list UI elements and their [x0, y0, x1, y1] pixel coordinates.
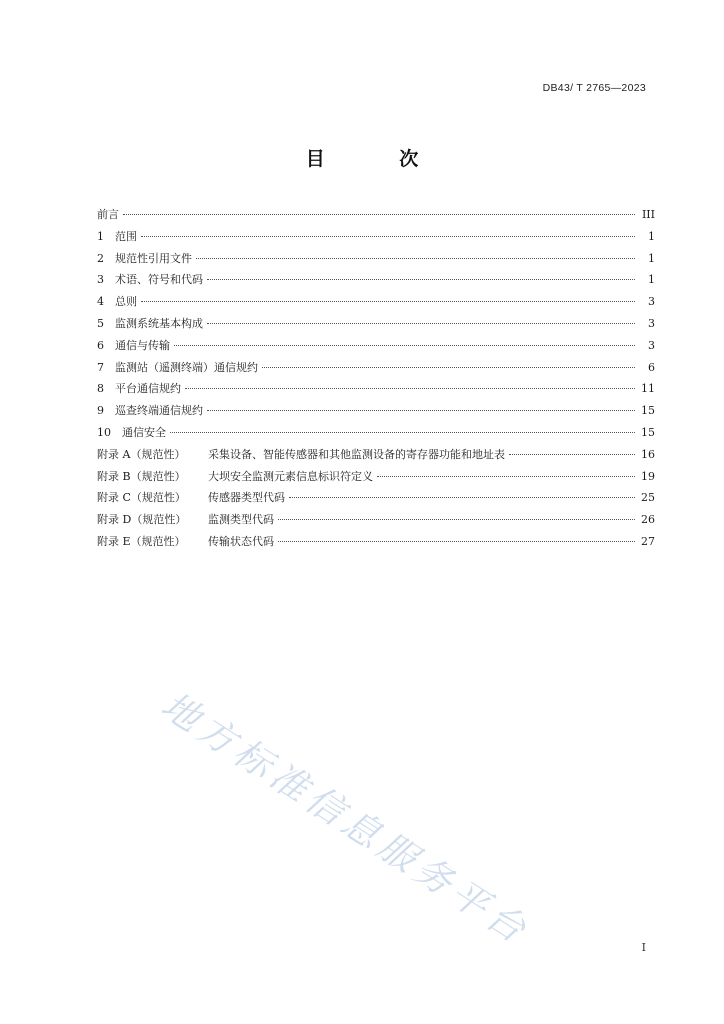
- dot-leader: [185, 388, 635, 389]
- toc-entry-label: 采集设备、智能传感器和其他监测设备的寄存器功能和地址表: [208, 447, 505, 461]
- toc-entry-3[interactable]: [97, 269, 655, 291]
- toc-entry-label: 术语、符号和代码: [115, 273, 203, 287]
- toc-entry-label: 通信与传输: [115, 338, 170, 352]
- toc-entry-6[interactable]: [97, 335, 655, 357]
- toc-entry-number: 9: [97, 404, 104, 418]
- toc-entry-page: 6: [648, 360, 655, 374]
- toc-entry-1[interactable]: [97, 226, 655, 248]
- toc-entry-page: 25: [641, 491, 655, 505]
- toc-entry-label: 传感器类型代码: [208, 491, 285, 505]
- toc-entry-label: 监测类型代码: [208, 513, 274, 527]
- dot-leader: [174, 345, 635, 346]
- toc-entry-page: 3: [648, 338, 655, 352]
- dot-leader: [170, 432, 635, 433]
- dot-leader: [207, 279, 635, 280]
- page-number: I: [641, 941, 646, 954]
- toc-entry-8[interactable]: [97, 378, 655, 400]
- table-of-contents: [97, 204, 655, 553]
- dot-leader: [262, 367, 635, 368]
- toc-entry-number: 附录 D（规范性）: [97, 513, 187, 527]
- toc-entry-number: 4: [97, 295, 104, 309]
- toc-entry-page: 11: [641, 382, 655, 396]
- toc-entry-label: 平台通信规约: [115, 382, 181, 396]
- dot-leader: [141, 236, 635, 237]
- toc-entry-page: 27: [641, 534, 655, 548]
- toc-entry-number: 5: [97, 316, 104, 330]
- toc-entry-7[interactable]: [97, 357, 655, 379]
- toc-entry-9[interactable]: [97, 400, 655, 422]
- toc-entry-number: 7: [97, 360, 104, 374]
- toc-entry-page: 1: [648, 251, 655, 265]
- toc-entry-number: 2: [97, 251, 104, 265]
- dot-leader: [278, 519, 635, 520]
- toc-entry-10[interactable]: [97, 422, 655, 444]
- toc-entry-number: 3: [97, 273, 104, 287]
- standard-code: DB43/ T 2765—2023: [542, 82, 646, 94]
- toc-entry-page: 15: [641, 404, 655, 418]
- toc-entry-page: 1: [648, 273, 655, 287]
- toc-entry-5[interactable]: [97, 313, 655, 335]
- dot-leader: [509, 454, 635, 455]
- dot-leader: [196, 258, 635, 259]
- toc-entry-foreword[interactable]: [97, 204, 655, 226]
- toc-entry-page: 1: [648, 229, 655, 243]
- toc-entry-label: 规范性引用文件: [115, 251, 192, 265]
- toc-entry-appendix-d[interactable]: [97, 509, 655, 531]
- toc-entry-number: 附录 B（规范性）: [97, 469, 186, 483]
- dot-leader: [207, 323, 635, 324]
- toc-entry-page: III: [641, 208, 655, 221]
- toc-entry-page: 16: [641, 447, 655, 461]
- toc-entry-number: 10: [97, 425, 111, 439]
- toc-entry-number: 8: [97, 382, 104, 396]
- toc-entry-label: 巡查终端通信规约: [115, 404, 203, 418]
- toc-entry-appendix-b[interactable]: [97, 466, 655, 488]
- toc-entry-4[interactable]: [97, 291, 655, 313]
- toc-entry-label: 前言: [97, 208, 119, 221]
- watermark: 地方标准信息服务平台: [153, 683, 538, 954]
- toc-entry-page: 26: [641, 513, 655, 527]
- toc-entry-label: 范围: [115, 229, 137, 243]
- dot-leader: [289, 497, 635, 498]
- toc-entry-appendix-e[interactable]: [97, 531, 655, 553]
- toc-entry-appendix-c[interactable]: [97, 487, 655, 509]
- toc-entry-label: 通信安全: [122, 425, 166, 439]
- toc-entry-2[interactable]: [97, 248, 655, 270]
- toc-entry-number: 附录 E（规范性）: [97, 534, 186, 548]
- toc-entry-appendix-a[interactable]: [97, 444, 655, 466]
- dot-leader: [123, 214, 635, 215]
- dot-leader: [141, 301, 635, 302]
- toc-entry-page: 3: [648, 316, 655, 330]
- toc-entry-label: 大坝安全监测元素信息标识符定义: [208, 469, 373, 483]
- toc-entry-label: 传输状态代码: [208, 534, 274, 548]
- dot-leader: [278, 541, 635, 542]
- toc-entry-number: 附录 C（规范性）: [97, 491, 186, 505]
- toc-entry-page: 3: [648, 295, 655, 309]
- toc-entry-number: 6: [97, 338, 104, 352]
- dot-leader: [207, 410, 635, 411]
- dot-leader: [377, 476, 635, 477]
- toc-entry-page: 19: [641, 469, 655, 483]
- toc-entry-number: 附录 A（规范性）: [97, 447, 186, 461]
- toc-entry-page: 15: [641, 425, 655, 439]
- toc-entry-label: 监测站（遥测终端）通信规约: [115, 360, 258, 374]
- toc-entry-label: 总则: [115, 295, 137, 309]
- toc-entry-label: 监测系统基本构成: [115, 316, 203, 330]
- toc-title: 目 次: [305, 148, 453, 170]
- toc-entry-number: 1: [97, 229, 104, 243]
